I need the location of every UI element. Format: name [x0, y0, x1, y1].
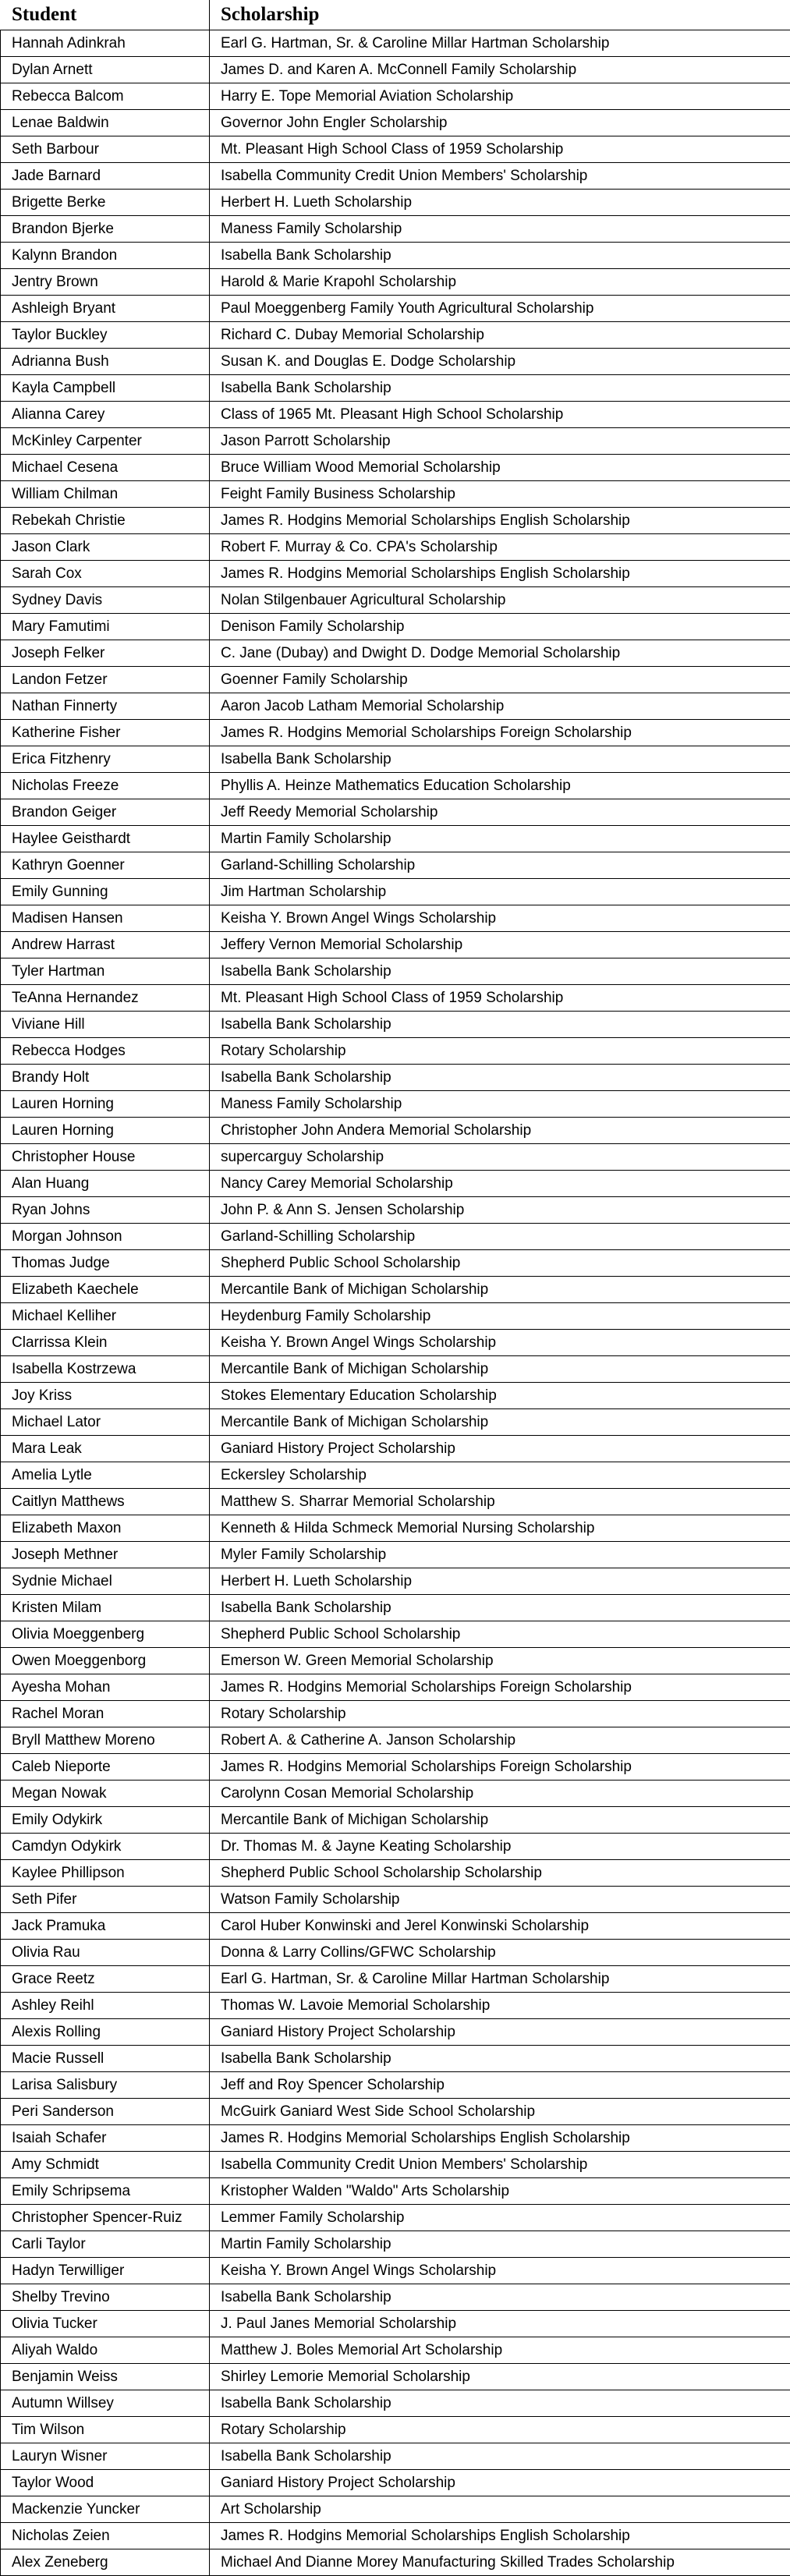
table-row	[1, 1754, 790, 1781]
scholarship-name-cell: James R. Hodgins Memorial Scholarships Foreign Scholarship	[210, 720, 790, 746]
scholarship-name-cell: J. Paul Janes Memorial Scholarship	[210, 2311, 790, 2337]
student-name-cell: Brandy Holt	[1, 1065, 210, 1091]
table-row	[1, 1224, 790, 1250]
student-name-cell: Seth Pifer	[1, 1887, 210, 1913]
table-row	[1, 852, 790, 879]
scholarship-name-cell: Richard C. Dubay Memorial Scholarship	[210, 322, 790, 349]
table-row	[1, 1781, 790, 1807]
scholarship-name-cell: Garland-Schilling Scholarship	[210, 852, 790, 879]
student-name-cell: Olivia Tucker	[1, 2311, 210, 2337]
scholarship-name-cell: Goenner Family Scholarship	[210, 667, 790, 693]
scholarship-name-cell: Martin Family Scholarship	[210, 826, 790, 852]
scholarship-name-cell: Shepherd Public School Scholarship Scholarship	[210, 1860, 790, 1887]
table-row	[1, 799, 790, 826]
table-row	[1, 1966, 790, 1993]
scholarship-name-cell: Isabella Bank Scholarship	[210, 1012, 790, 1038]
scholarship-name-cell: Herbert H. Lueth Scholarship	[210, 190, 790, 216]
scholarship-name-cell: Phyllis A. Heinze Mathematics Education Scholarship	[210, 773, 790, 799]
student-name-cell: Owen Moeggenborg	[1, 1648, 210, 1674]
scholarship-name-cell: Shirley Lemorie Memorial Scholarship	[210, 2364, 790, 2390]
student-name-cell: Olivia Rau	[1, 1940, 210, 1966]
table-row	[1, 190, 790, 216]
table-row	[1, 30, 790, 57]
student-name-cell: Nicholas Zeien	[1, 2523, 210, 2549]
table-row	[1, 2046, 790, 2072]
table-row	[1, 1356, 790, 1383]
scholarship-name-cell: James R. Hodgins Memorial Scholarships English Scholarship	[210, 2125, 790, 2152]
table-row	[1, 1860, 790, 1887]
student-name-cell: Emily Schripsema	[1, 2178, 210, 2205]
table-row	[1, 428, 790, 455]
table-row	[1, 1277, 790, 1303]
table-row	[1, 1913, 790, 1940]
table-row	[1, 1515, 790, 1542]
table-row	[1, 1330, 790, 1356]
table-row	[1, 57, 790, 83]
table-row	[1, 1940, 790, 1966]
student-name-cell: Mara Leak	[1, 1436, 210, 1462]
table-row	[1, 2284, 790, 2311]
table-row	[1, 932, 790, 958]
student-name-cell: Michael Cesena	[1, 455, 210, 481]
scholarship-name-cell: Isabella Bank Scholarship	[210, 375, 790, 402]
student-name-cell: Katherine Fisher	[1, 720, 210, 746]
student-name-cell: Viviane Hill	[1, 1012, 210, 1038]
student-name-cell: Rebecca Hodges	[1, 1038, 210, 1065]
scholarship-name-cell: Ganiard History Project Scholarship	[210, 1436, 790, 1462]
scholarship-name-cell: Jeff Reedy Memorial Scholarship	[210, 799, 790, 826]
student-name-cell: Erica Fitzhenry	[1, 746, 210, 773]
table-row	[1, 349, 790, 375]
table-row	[1, 2072, 790, 2099]
student-name-cell: Benjamin Weiss	[1, 2364, 210, 2390]
table-row	[1, 1197, 790, 1224]
table-row	[1, 508, 790, 534]
student-name-cell: Amy Schmidt	[1, 2152, 210, 2178]
student-name-cell: Michael Kelliher	[1, 1303, 210, 1330]
scholarship-name-cell: James R. Hodgins Memorial Scholarships English Scholarship	[210, 561, 790, 587]
student-name-cell: Alex Zeneberg	[1, 2549, 210, 2576]
table-row	[1, 2258, 790, 2284]
table-row	[1, 481, 790, 508]
student-name-cell: Autumn Willsey	[1, 2390, 210, 2417]
scholarship-name-cell: Christopher John Andera Memorial Scholarship	[210, 1118, 790, 1144]
table-row	[1, 1118, 790, 1144]
scholarship-name-cell: Carolynn Cosan Memorial Scholarship	[210, 1781, 790, 1807]
student-name-cell: Taylor Wood	[1, 2470, 210, 2496]
table-row	[1, 296, 790, 322]
scholarship-name-cell: Susan K. and Douglas E. Dodge Scholarship	[210, 349, 790, 375]
student-name-cell: Lauren Horning	[1, 1118, 210, 1144]
table-row	[1, 375, 790, 402]
student-name-cell: Lauren Horning	[1, 1091, 210, 1118]
scholarship-name-cell: Matthew J. Boles Memorial Art Scholarship	[210, 2337, 790, 2364]
scholarship-name-cell: Feight Family Business Scholarship	[210, 481, 790, 508]
table-row	[1, 1171, 790, 1197]
table-row	[1, 2205, 790, 2231]
table-row	[1, 2178, 790, 2205]
student-name-cell: William Chilman	[1, 481, 210, 508]
table-row	[1, 2549, 790, 2576]
student-name-cell: Jentry Brown	[1, 269, 210, 296]
table-row	[1, 1542, 790, 1568]
scholarship-name-cell: Aaron Jacob Latham Memorial Scholarship	[210, 693, 790, 720]
table-row	[1, 1595, 790, 1621]
table-row	[1, 640, 790, 667]
table-row	[1, 1489, 790, 1515]
student-name-cell: Rebecca Balcom	[1, 83, 210, 110]
student-name-cell: Sydney Davis	[1, 587, 210, 614]
student-name-cell: Lauryn Wisner	[1, 2443, 210, 2470]
scholarship-name-cell: Art Scholarship	[210, 2496, 790, 2523]
student-name-cell: Tyler Hartman	[1, 958, 210, 985]
scholarship-name-cell: James R. Hodgins Memorial Scholarships Foreign Scholarship	[210, 1674, 790, 1701]
table-row	[1, 1462, 790, 1489]
student-name-cell: Brandon Bjerke	[1, 216, 210, 243]
table-row	[1, 1807, 790, 1834]
table-row	[1, 1091, 790, 1118]
student-name-cell: Shelby Trevino	[1, 2284, 210, 2311]
scholarship-name-cell: Jim Hartman Scholarship	[210, 879, 790, 905]
scholarship-name-cell: Dr. Thomas M. & Jayne Keating Scholarship	[210, 1834, 790, 1860]
student-name-cell: Landon Fetzer	[1, 667, 210, 693]
student-name-cell: Taylor Buckley	[1, 322, 210, 349]
student-name-cell: Hannah Adinkrah	[1, 30, 210, 57]
scholarship-name-cell: Bruce William Wood Memorial Scholarship	[210, 455, 790, 481]
scholarship-name-cell: Earl G. Hartman, Sr. & Caroline Millar Hartman Scholarship	[210, 30, 790, 57]
student-name-cell: Larisa Salisbury	[1, 2072, 210, 2099]
table-row	[1, 1436, 790, 1462]
table-row	[1, 826, 790, 852]
table-row	[1, 110, 790, 136]
scholarship-name-cell: Robert A. & Catherine A. Janson Scholarship	[210, 1727, 790, 1754]
table-row	[1, 905, 790, 932]
scholarship-name-cell: Jeff and Roy Spencer Scholarship	[210, 2072, 790, 2099]
student-name-cell: Morgan Johnson	[1, 1224, 210, 1250]
student-name-cell: Kayla Campbell	[1, 375, 210, 402]
scholarship-name-cell: C. Jane (Dubay) and Dwight D. Dodge Memorial Scholarship	[210, 640, 790, 667]
student-name-cell: Lenae Baldwin	[1, 110, 210, 136]
scholarship-name-cell: Keisha Y. Brown Angel Wings Scholarship	[210, 1330, 790, 1356]
table-row	[1, 402, 790, 428]
table-row	[1, 773, 790, 799]
student-name-cell: Isaiah Schafer	[1, 2125, 210, 2152]
student-name-cell: Rebekah Christie	[1, 508, 210, 534]
table-row	[1, 667, 790, 693]
student-name-cell: McKinley Carpenter	[1, 428, 210, 455]
scholarship-name-cell: Nolan Stilgenbauer Agricultural Scholarship	[210, 587, 790, 614]
student-name-cell: Alan Huang	[1, 1171, 210, 1197]
scholarship-name-cell: Thomas W. Lavoie Memorial Scholarship	[210, 1993, 790, 2019]
student-name-cell: Haylee Geisthardt	[1, 826, 210, 852]
student-name-cell: Elizabeth Maxon	[1, 1515, 210, 1542]
scholarship-name-cell: Myler Family Scholarship	[210, 1542, 790, 1568]
scholarship-name-cell: Harry E. Tope Memorial Aviation Scholarship	[210, 83, 790, 110]
table-row	[1, 720, 790, 746]
table-row	[1, 322, 790, 349]
student-name-cell: Mackenzie Yuncker	[1, 2496, 210, 2523]
student-name-cell: Mary Famutimi	[1, 614, 210, 640]
scholarship-name-cell: Isabella Bank Scholarship	[210, 2284, 790, 2311]
scholarship-name-cell: Isabella Bank Scholarship	[210, 1065, 790, 1091]
scholarship-name-cell: Paul Moeggenberg Family Youth Agricultural Scholarship	[210, 296, 790, 322]
student-name-cell: Megan Nowak	[1, 1781, 210, 1807]
student-name-cell: Aliyah Waldo	[1, 2337, 210, 2364]
table-body	[1, 30, 790, 2576]
table-row	[1, 2390, 790, 2417]
scholarship-name-cell: Ganiard History Project Scholarship	[210, 2470, 790, 2496]
student-name-cell: Caitlyn Matthews	[1, 1489, 210, 1515]
scholarship-name-cell: Kenneth & Hilda Schmeck Memorial Nursing Scholarship	[210, 1515, 790, 1542]
table-row	[1, 2496, 790, 2523]
student-name-cell: Sarah Cox	[1, 561, 210, 587]
student-name-cell: Hadyn Terwilliger	[1, 2258, 210, 2284]
scholarship-name-cell: McGuirk Ganiard West Side School Scholarship	[210, 2099, 790, 2125]
student-name-cell: Ayesha Mohan	[1, 1674, 210, 1701]
scholarship-name-cell: Harold & Marie Krapohl Scholarship	[210, 269, 790, 296]
scholarship-name-cell: Isabella Community Credit Union Members' Scholarship	[210, 2152, 790, 2178]
scholarship-name-cell: James R. Hodgins Memorial Scholarships Foreign Scholarship	[210, 1754, 790, 1781]
table-row	[1, 2470, 790, 2496]
scholarship-name-cell: Keisha Y. Brown Angel Wings Scholarship	[210, 905, 790, 932]
student-name-cell: Emily Odykirk	[1, 1807, 210, 1834]
student-name-cell: Andrew Harrast	[1, 932, 210, 958]
table-row	[1, 1701, 790, 1727]
scholarship-name-cell: James R. Hodgins Memorial Scholarships English Scholarship	[210, 2523, 790, 2549]
scholarship-name-cell: Isabella Bank Scholarship	[210, 2390, 790, 2417]
student-name-cell: Kathryn Goenner	[1, 852, 210, 879]
table-row	[1, 1834, 790, 1860]
table-header	[1, 0, 790, 30]
student-name-cell: Emily Gunning	[1, 879, 210, 905]
student-name-cell: Olivia Moeggenberg	[1, 1621, 210, 1648]
scholarship-name-cell: Michael And Dianne Morey Manufacturing Skilled Trades Scholarship	[210, 2549, 790, 2576]
student-name-cell: Thomas Judge	[1, 1250, 210, 1277]
table-row	[1, 1648, 790, 1674]
scholarship-name-cell: Martin Family Scholarship	[210, 2231, 790, 2258]
student-name-cell: Clarrissa Klein	[1, 1330, 210, 1356]
scholarship-name-cell: Matthew S. Sharrar Memorial Scholarship	[210, 1489, 790, 1515]
scholarship-name-cell: Mercantile Bank of Michigan Scholarship	[210, 1807, 790, 1834]
scholarship-name-cell: John P. & Ann S. Jensen Scholarship	[210, 1197, 790, 1224]
scholarship-name-cell: Carol Huber Konwinski and Jerel Konwinski Scholarship	[210, 1913, 790, 1940]
student-name-cell: Ashley Reihl	[1, 1993, 210, 2019]
scholarship-name-cell: Stokes Elementary Education Scholarship	[210, 1383, 790, 1409]
scholarship-name-cell: Robert F. Murray & Co. CPA's Scholarship	[210, 534, 790, 561]
student-name-cell: Amelia Lytle	[1, 1462, 210, 1489]
scholarship-name-cell: Donna & Larry Collins/GFWC Scholarship	[210, 1940, 790, 1966]
header-scholarship: Scholarship	[210, 0, 790, 30]
table-row	[1, 136, 790, 163]
header-row	[1, 0, 790, 30]
student-name-cell: Camdyn Odykirk	[1, 1834, 210, 1860]
student-name-cell: Rachel Moran	[1, 1701, 210, 1727]
student-name-cell: Adrianna Bush	[1, 349, 210, 375]
table-row	[1, 958, 790, 985]
table-row	[1, 1727, 790, 1754]
student-name-cell: Peri Sanderson	[1, 2099, 210, 2125]
scholarship-name-cell: Nancy Carey Memorial Scholarship	[210, 1171, 790, 1197]
scholarship-name-cell: Rotary Scholarship	[210, 1701, 790, 1727]
table-row	[1, 2125, 790, 2152]
table-row	[1, 1303, 790, 1330]
table-row	[1, 243, 790, 269]
table-row	[1, 1887, 790, 1913]
scholarship-name-cell: Kristopher Walden "Waldo" Arts Scholarship	[210, 2178, 790, 2205]
scholarship-name-cell: supercarguy Scholarship	[210, 1144, 790, 1171]
table-row	[1, 83, 790, 110]
student-name-cell: TeAnna Hernandez	[1, 985, 210, 1012]
scholarship-name-cell: Mt. Pleasant High School Class of 1959 Scholarship	[210, 136, 790, 163]
student-name-cell: Bryll Matthew Moreno	[1, 1727, 210, 1754]
student-name-cell: Dylan Arnett	[1, 57, 210, 83]
table-row	[1, 2364, 790, 2390]
table-row	[1, 2417, 790, 2443]
table-row	[1, 216, 790, 243]
scholarship-name-cell: Isabella Community Credit Union Members' Scholarship	[210, 163, 790, 190]
scholarship-name-cell: James R. Hodgins Memorial Scholarships English Scholarship	[210, 508, 790, 534]
student-name-cell: Sydnie Michael	[1, 1568, 210, 1595]
table-row	[1, 163, 790, 190]
table-row	[1, 1993, 790, 2019]
student-name-cell: Brigette Berke	[1, 190, 210, 216]
scholarship-name-cell: Maness Family Scholarship	[210, 1091, 790, 1118]
student-name-cell: Michael Lator	[1, 1409, 210, 1436]
student-name-cell: Joy Kriss	[1, 1383, 210, 1409]
student-name-cell: Elizabeth Kaechele	[1, 1277, 210, 1303]
scholarship-name-cell: Class of 1965 Mt. Pleasant High School Scholarship	[210, 402, 790, 428]
table-row	[1, 1568, 790, 1595]
scholarship-name-cell: Denison Family Scholarship	[210, 614, 790, 640]
student-name-cell: Caleb Nieporte	[1, 1754, 210, 1781]
scholarship-name-cell: Isabella Bank Scholarship	[210, 958, 790, 985]
scholarship-name-cell: Rotary Scholarship	[210, 1038, 790, 1065]
scholarship-name-cell: Mercantile Bank of Michigan Scholarship	[210, 1277, 790, 1303]
table-row	[1, 1409, 790, 1436]
student-name-cell: Brandon Geiger	[1, 799, 210, 826]
table-row	[1, 2523, 790, 2549]
scholarship-name-cell: Isabella Bank Scholarship	[210, 1595, 790, 1621]
student-name-cell: Joseph Methner	[1, 1542, 210, 1568]
student-name-cell: Ashleigh Bryant	[1, 296, 210, 322]
student-name-cell: Kristen Milam	[1, 1595, 210, 1621]
student-name-cell: Isabella Kostrzewa	[1, 1356, 210, 1383]
scholarship-name-cell: Mercantile Bank of Michigan Scholarship	[210, 1409, 790, 1436]
student-name-cell: Christopher Spencer-Ruiz	[1, 2205, 210, 2231]
table-row	[1, 2152, 790, 2178]
table-row	[1, 1065, 790, 1091]
scholarship-name-cell: Keisha Y. Brown Angel Wings Scholarship	[210, 2258, 790, 2284]
table-row	[1, 2019, 790, 2046]
scholarship-name-cell: James D. and Karen A. McConnell Family Scholarship	[210, 57, 790, 83]
scholarship-name-cell: Jason Parrott Scholarship	[210, 428, 790, 455]
table-row	[1, 693, 790, 720]
scholarship-name-cell: Ganiard History Project Scholarship	[210, 2019, 790, 2046]
table-row	[1, 1012, 790, 1038]
student-name-cell: Macie Russell	[1, 2046, 210, 2072]
table-row	[1, 269, 790, 296]
student-name-cell: Madisen Hansen	[1, 905, 210, 932]
scholarship-name-cell: Maness Family Scholarship	[210, 216, 790, 243]
student-name-cell: Kalynn Brandon	[1, 243, 210, 269]
scholarship-name-cell: Shepherd Public School Scholarship	[210, 1621, 790, 1648]
student-name-cell: Jason Clark	[1, 534, 210, 561]
student-name-cell: Tim Wilson	[1, 2417, 210, 2443]
table-row	[1, 534, 790, 561]
table-row	[1, 2337, 790, 2364]
scholarship-name-cell: Mt. Pleasant High School Class of 1959 Scholarship	[210, 985, 790, 1012]
scholarship-name-cell: Isabella Bank Scholarship	[210, 2443, 790, 2470]
table-row	[1, 1250, 790, 1277]
student-name-cell: Kaylee Phillipson	[1, 1860, 210, 1887]
table-row	[1, 985, 790, 1012]
table-row	[1, 1621, 790, 1648]
student-name-cell: Carli Taylor	[1, 2231, 210, 2258]
table-row	[1, 879, 790, 905]
scholarship-name-cell: Herbert H. Lueth Scholarship	[210, 1568, 790, 1595]
student-name-cell: Alexis Rolling	[1, 2019, 210, 2046]
scholarship-name-cell: Mercantile Bank of Michigan Scholarship	[210, 1356, 790, 1383]
student-name-cell: Seth Barbour	[1, 136, 210, 163]
table-row	[1, 561, 790, 587]
student-name-cell: Jade Barnard	[1, 163, 210, 190]
student-name-cell: Alianna Carey	[1, 402, 210, 428]
scholarship-name-cell: Emerson W. Green Memorial Scholarship	[210, 1648, 790, 1674]
student-name-cell: Ryan Johns	[1, 1197, 210, 1224]
scholarship-name-cell: Eckersley Scholarship	[210, 1462, 790, 1489]
student-name-cell: Jack Pramuka	[1, 1913, 210, 1940]
table-row	[1, 2443, 790, 2470]
student-name-cell: Grace Reetz	[1, 1966, 210, 1993]
table-row	[1, 614, 790, 640]
scholarship-name-cell: Garland-Schilling Scholarship	[210, 1224, 790, 1250]
table-row	[1, 1038, 790, 1065]
table-row	[1, 2099, 790, 2125]
scholarship-name-cell: Jeffery Vernon Memorial Scholarship	[210, 932, 790, 958]
scholarship-name-cell: Earl G. Hartman, Sr. & Caroline Millar Hartman Scholarship	[210, 1966, 790, 1993]
table-row	[1, 1144, 790, 1171]
table-row	[1, 2231, 790, 2258]
table-row	[1, 1383, 790, 1409]
scholarship-name-cell: Isabella Bank Scholarship	[210, 2046, 790, 2072]
scholarship-name-cell: Lemmer Family Scholarship	[210, 2205, 790, 2231]
scholarship-name-cell: Watson Family Scholarship	[210, 1887, 790, 1913]
scholarship-name-cell: Governor John Engler Scholarship	[210, 110, 790, 136]
table-row	[1, 587, 790, 614]
scholarship-name-cell: Isabella Bank Scholarship	[210, 746, 790, 773]
scholarship-name-cell: Heydenburg Family Scholarship	[210, 1303, 790, 1330]
student-name-cell: Christopher House	[1, 1144, 210, 1171]
scholarship-name-cell: Isabella Bank Scholarship	[210, 243, 790, 269]
scholarship-name-cell: Shepherd Public School Scholarship	[210, 1250, 790, 1277]
table-row	[1, 746, 790, 773]
scholarship-name-cell: Rotary Scholarship	[210, 2417, 790, 2443]
student-name-cell: Nicholas Freeze	[1, 773, 210, 799]
header-student: Student	[1, 0, 210, 30]
table-row	[1, 455, 790, 481]
student-name-cell: Joseph Felker	[1, 640, 210, 667]
table-row	[1, 2311, 790, 2337]
table-row	[1, 1674, 790, 1701]
student-name-cell: Nathan Finnerty	[1, 693, 210, 720]
